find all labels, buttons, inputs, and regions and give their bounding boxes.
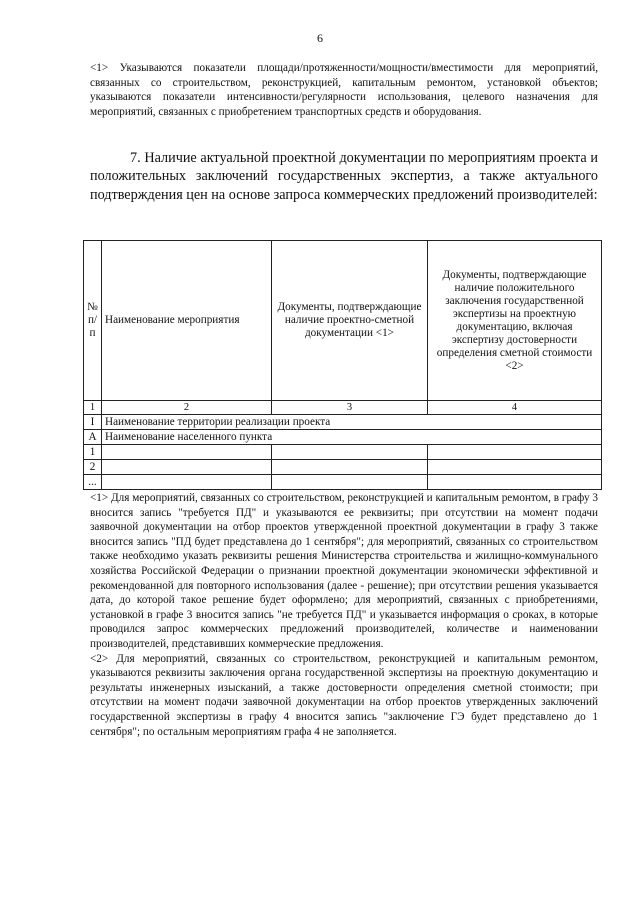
column-number: 2 xyxy=(102,401,272,415)
empty-cell xyxy=(272,445,428,460)
column-number-row xyxy=(84,401,602,415)
top-footnote: <1> Указываются показатели площади/протяженности/мощности/вместимости для мероприятий, связанных со строительством, реконструкцией, капитальным ремонтом, установкой объектов; указываются показатели интенсивности/регулярности использования, целевого назначения для мероприятий, связанных с приобретением транспортных средств и оборудования. xyxy=(90,62,598,118)
empty-cell xyxy=(428,475,602,490)
empty-cell xyxy=(428,460,602,475)
column-number: 4 xyxy=(428,401,602,415)
footnote-2: <2> Для мероприятий, связанных со строительством, реконструкцией и капитальным ремонтом, указываются реквизиты заключения органа государственной экспертизы на проектную документацию и результаты инженерных изысканий, а также достоверности определения сметной стоимости; при отсутствии на момент подачи заявочной документации на отбор проектов утвержденных заключений государственной экспертизы в графу 4 вносится запись "заключение ГЭ будет представлено до 1 сентября"; по остальным мероприятиям графа 4 не заполняется. xyxy=(90,652,598,738)
row-text: Наименование территории реализации проекта xyxy=(102,415,602,430)
row-text xyxy=(102,460,272,475)
table-row xyxy=(84,415,602,430)
column-number: 1 xyxy=(84,401,102,415)
header-activity-name: Наименование мероприятия xyxy=(102,241,272,401)
table-row xyxy=(84,430,602,445)
table-footnotes xyxy=(90,491,598,739)
row-text: Наименование населенного пункта xyxy=(102,430,602,445)
documents-table xyxy=(83,240,602,490)
row-text xyxy=(102,445,272,460)
table-row xyxy=(84,445,602,460)
table-row xyxy=(84,475,602,490)
row-number: ... xyxy=(84,475,102,490)
header-number: № п/п xyxy=(84,241,102,401)
row-number: А xyxy=(84,430,102,445)
empty-cell xyxy=(428,445,602,460)
table-header-row xyxy=(84,241,602,401)
empty-cell xyxy=(272,460,428,475)
header-design-docs: Документы, подтверждающие наличие проектно-сметной документации <1> xyxy=(272,241,428,401)
section-heading: 7. Наличие актуальной проектной документации по мероприятиям проекта и положительных заключений государственных экспертиз, а также актуального подтверждения цен на основе запроса коммерческих предложений производителей: xyxy=(90,150,598,203)
table-row xyxy=(84,460,602,475)
footnote-1: <1> Для мероприятий, связанных со строительством, реконструкцией и капитальным ремонтом, в графу 3 вносится запись "требуется ПД" и указываются ее реквизиты; при отсутствии на момент подачи заявочной документации на отбор проектов утвержденной проектной документации в графу 3 также вносится запись "ПД будет представлена до 1 сентября"; для мероприятий, связанных со строительством также необходимо указать реквизиты решения Министерства строительства и жилищно-коммунального хозяйства Российской Федерации о признании проектной документации экономически эффективной и рекомендованной для повторного использования (далее - решение); при отсутствии решения указывается дата, до которой такое решение будет оформлено; для мероприятий, связанных с приобретениями, установкой в графе 3 вносится запись "не требуется ПД" и указывается информация о сроках, в которые проводился запрос коммерческих предложений производителей, количестве и наименовании производителей, представивших коммерческие предложения. xyxy=(90,492,598,650)
header-expertise-docs: Документы, подтверждающие наличие положительного заключения государственной экспертизы на проектную документацию, включая экспертизу достоверности определения сметной стоимости <2> xyxy=(428,241,602,401)
row-text xyxy=(102,475,272,490)
column-number: 3 xyxy=(272,401,428,415)
row-number: 1 xyxy=(84,445,102,460)
row-number: I xyxy=(84,415,102,430)
empty-cell xyxy=(272,475,428,490)
page-number: 6 xyxy=(317,31,323,45)
row-number: 2 xyxy=(84,460,102,475)
